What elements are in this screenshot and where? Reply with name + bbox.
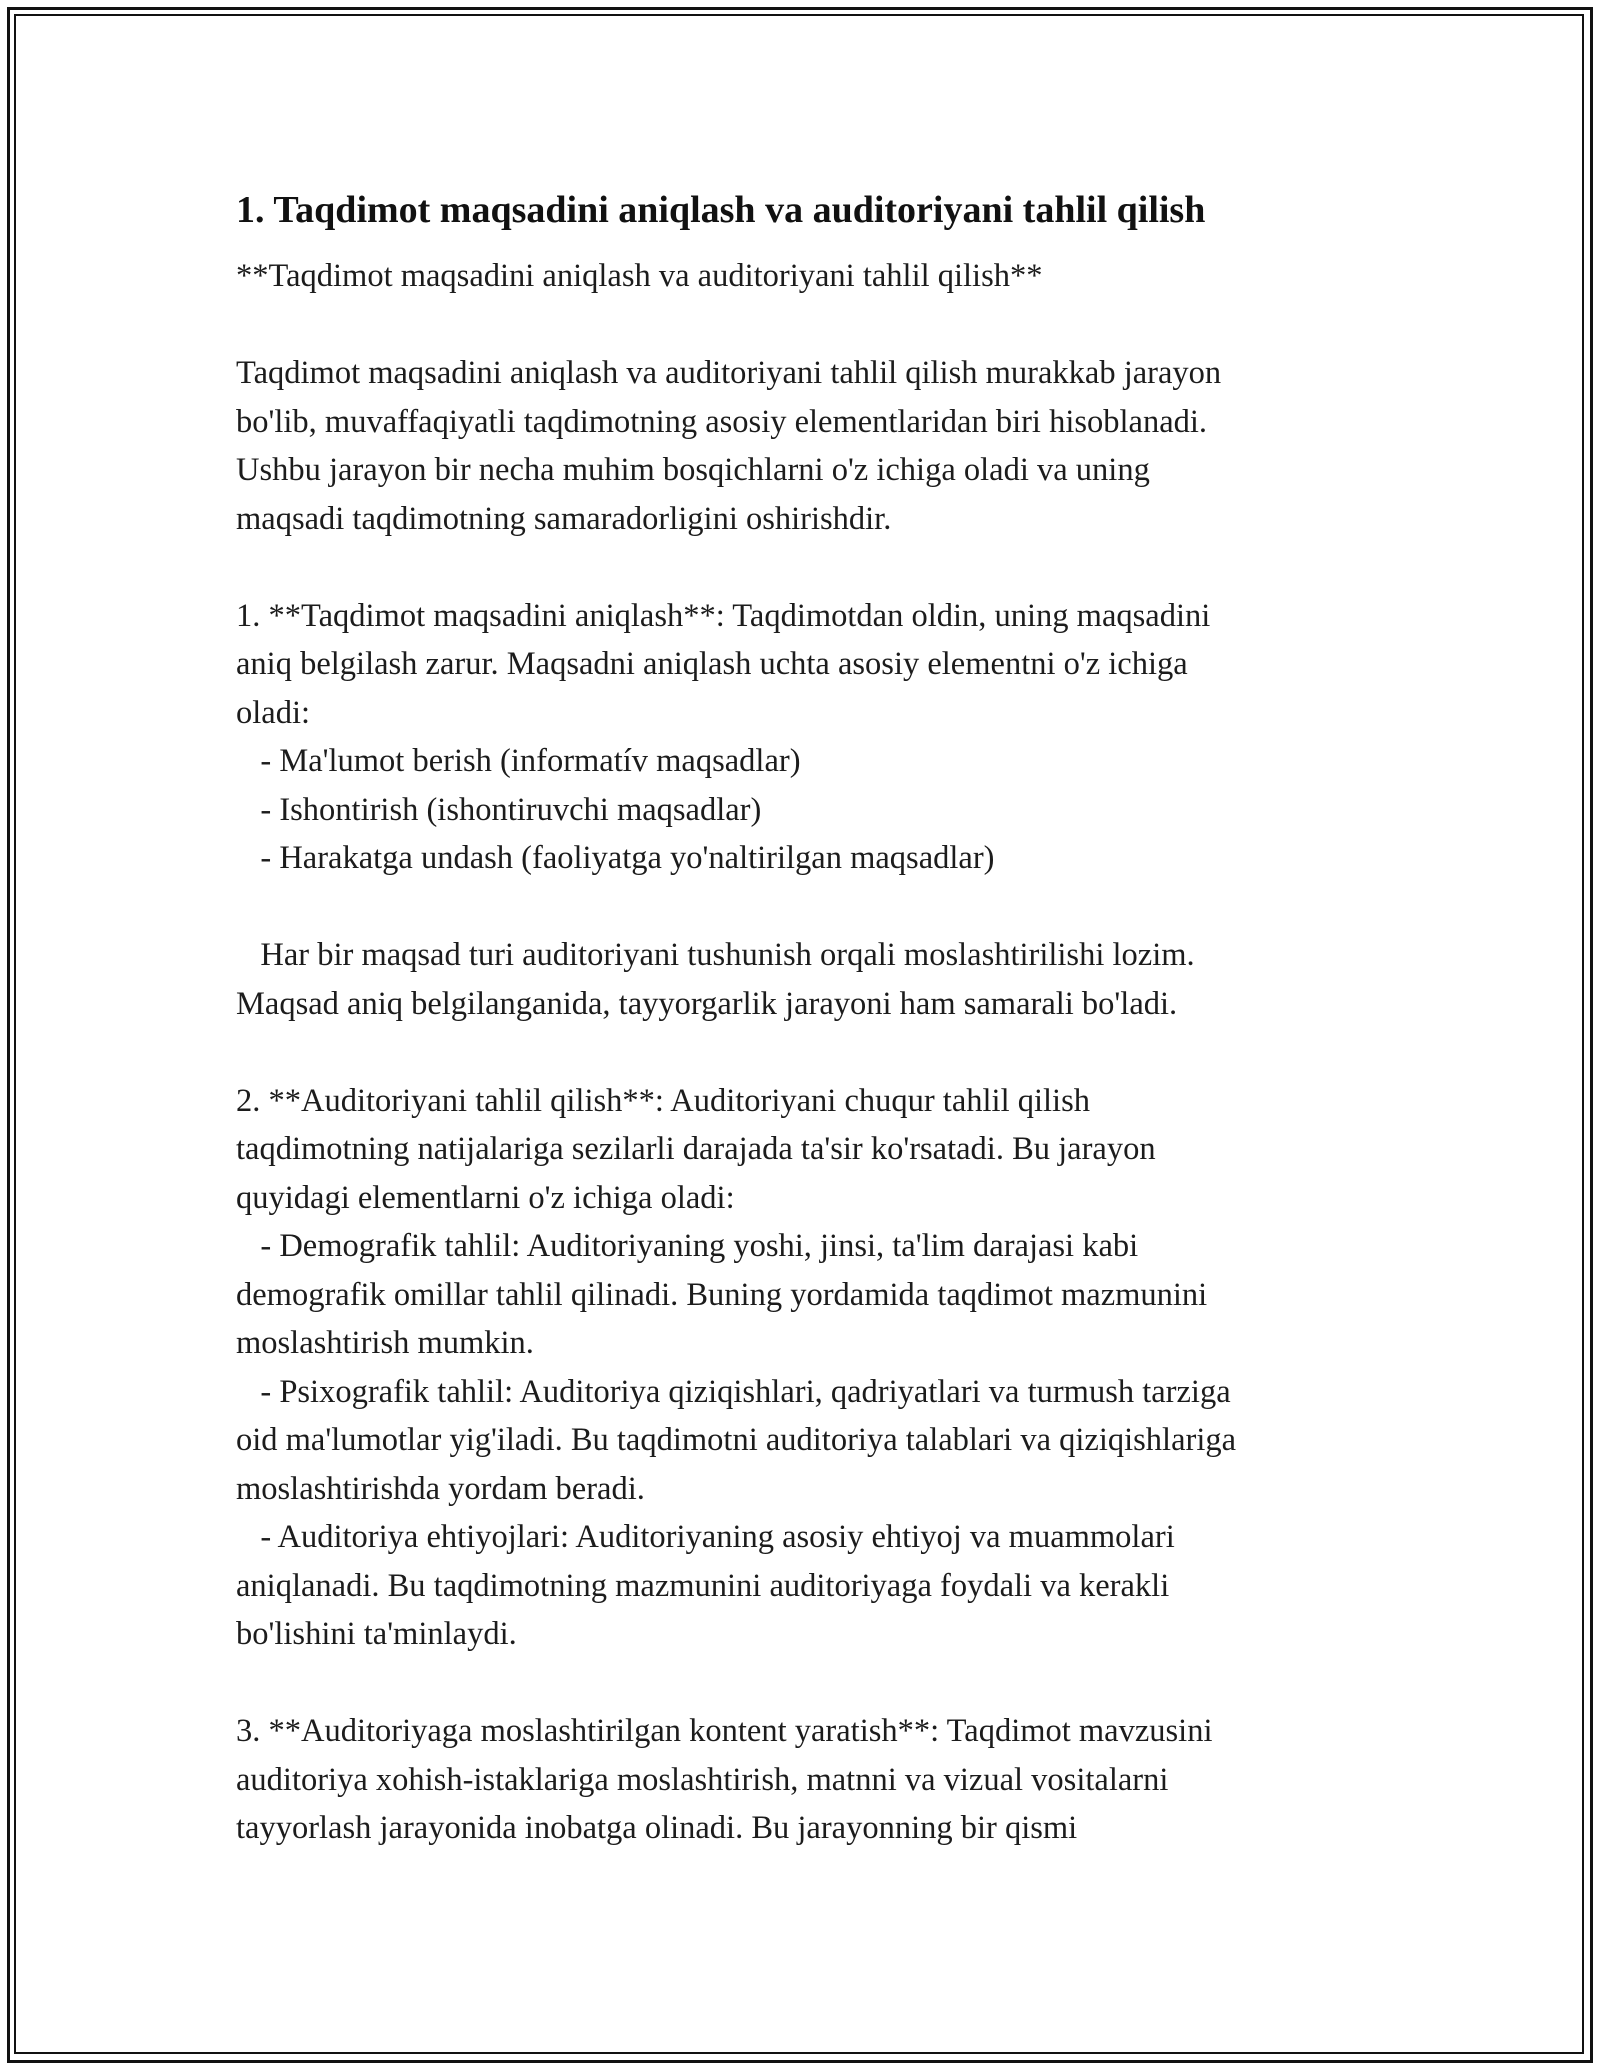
text-line: aniq belgilash zarur. Maqsadni aniqlash uchta asosiy elementni o'z ichiga <box>236 646 1188 682</box>
text-line: demografik omillar tahlil qilinadi. Buning yordamida taqdimot mazmunini <box>236 1276 1208 1313</box>
text-line: Taqdimot maqsadini aniqlash va auditoriyani tahlil qilish murakkab jarayon <box>236 355 1222 391</box>
text-line: - Ishontirish (ishontiruvchi maqsadlar) <box>236 791 762 828</box>
text-line <box>236 883 1386 932</box>
text-line: maqsadi taqdimotning samaradorligini oshirishdir. <box>236 500 892 537</box>
text-line: taqdimotning natijalariga sezilarli darajada ta'sir ko'rsatadi. Bu jarayon <box>236 1131 1156 1167</box>
text-line: **Taqdimot maqsadini aniqlash va auditoriyani tahlil qilish** <box>236 258 1043 294</box>
text-line: - Demografik tahlil: Auditoriyaning yoshi, jinsi, ta'lim darajasi kabi <box>236 1228 1139 1264</box>
text-line: moslashtirishda yordam beradi. <box>236 1470 645 1507</box>
text-line: auditoriya xohish-istaklariga moslashtirish, matnni va vizual vositalarni <box>236 1761 1169 1798</box>
text-line: - Auditoriya ehtiyojlari: Auditoriyaning asosiy ehtiyoj va muammolari <box>236 1519 1175 1555</box>
document-body <box>236 186 1386 1853</box>
document-text <box>236 252 1386 1853</box>
text-line: bo'lib, muvaffaqiyatli taqdimotning asosiy elementlaridan biri hisoblanadi. <box>236 403 1208 440</box>
text-line <box>236 301 1386 350</box>
text-line: oid ma'lumotlar yig'iladi. Bu taqdimotni auditoriya talablari va qiziqishlariga <box>236 1422 1237 1458</box>
text-line: Har bir maqsad turi auditoriyani tushunish orqali moslashtirilishi lozim. <box>236 937 1195 973</box>
text-line: 2. **Auditoriyani tahlil qilish**: Auditoriyani chuqur tahlil qilish <box>236 1082 1090 1119</box>
text-line: quyidagi elementlarni o'z ichiga oladi: <box>236 1179 735 1216</box>
text-line: - Ma'lumot berish (informatív maqsadlar) <box>236 743 801 779</box>
text-line: oladi: <box>236 694 311 731</box>
text-line: aniqlanadi. Bu taqdimotning mazmunini auditoriyaga foydali va kerakli <box>236 1567 1170 1604</box>
text-line: bo'lishini ta'minlaydi. <box>236 1616 517 1652</box>
text-line <box>236 543 1386 592</box>
text-line: 1. **Taqdimot maqsadini aniqlash**: Taqdimotdan oldin, uning maqsadini <box>236 597 1211 634</box>
text-line: Maqsad aniq belgilanganida, tayyorgarlik jarayoni ham samarali bo'ladi. <box>236 985 1178 1022</box>
document-title: 1. Taqdimot maqsadini aniqlash va auditoriyani tahlil qilish <box>236 189 1206 231</box>
text-line <box>236 1028 1386 1077</box>
text-line: tayyorlash jarayonida inobatga olinadi. Bu jarayonning bir qismi <box>236 1810 1078 1846</box>
text-line: Ushbu jarayon bir necha muhim bosqichlarni o'z ichiga oladi va uning <box>236 452 1150 488</box>
text-line: moslashtirish mumkin. <box>236 1325 534 1361</box>
text-line <box>236 1659 1386 1708</box>
text-line: - Psixografik tahlil: Auditoriya qiziqishlari, qadriyatlari va turmush tarziga <box>236 1373 1231 1410</box>
text-line: 3. **Auditoriyaga moslashtirilgan kontent yaratish**: Taqdimot mavzusini <box>236 1713 1213 1749</box>
text-line: - Harakatga undash (faoliyatga yo'naltirilgan maqsadlar) <box>236 840 995 876</box>
